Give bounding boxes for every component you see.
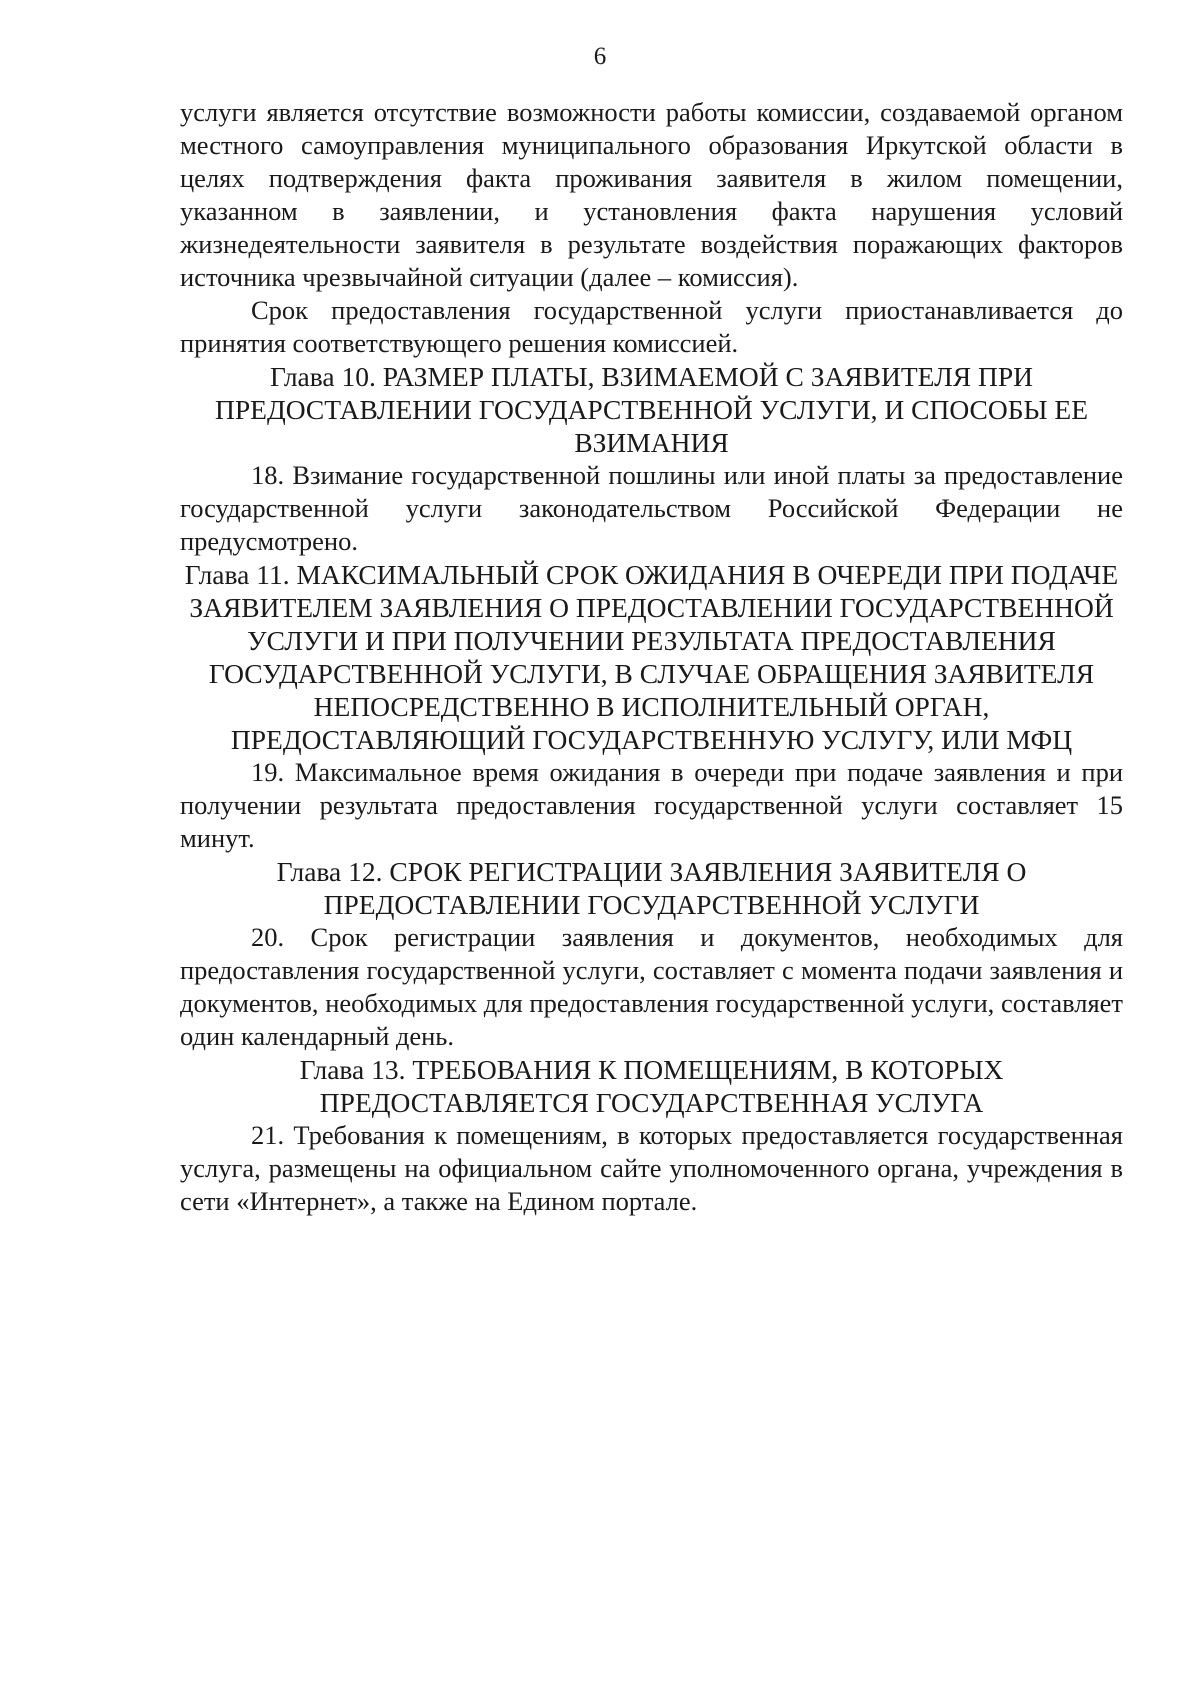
paragraph-continuation: услуги является отсутствие возможности работы комиссии, создаваемой органом местного самоуправления муниципального образования Иркутской области в целях подтверждения факта проживания заявителя в жилом помещении, указанном в заявлении, и установления факта нарушения условий жизнедеятельности заявителя в результате воздействия поражающих факторов источника чрезвычайной ситуации (далее – комиссия). (180, 97, 1123, 292)
chapter-10-heading: Глава 10. РАЗМЕР ПЛАТЫ, ВЗИМАЕМОЙ С ЗАЯВИТЕЛЯ ПРИ ПРЕДОСТАВЛЕНИИ ГОСУДАРСТВЕННОЙ УСЛУГИ, И СПОСОБЫ ЕЕ ВЗИМАНИЯ (215, 361, 1088, 458)
paragraph-18: 18. Взимание государственной пошлины или иной платы за предоставление государственной услуги законодательством Российской Федерации не предусмотрено. (180, 460, 1123, 556)
paragraph-suspension-term: Срок предоставления государственной услуги приостанавливается до принятия соответствующего решения комиссией. (180, 295, 1123, 358)
chapter-11-heading: Глава 11. МАКСИМАЛЬНЫЙ СРОК ОЖИДАНИЯ В ОЧЕРЕДИ ПРИ ПОДАЧЕ ЗАЯВИТЕЛЕМ ЗАЯВЛЕНИЯ О ПРЕДОСТАВЛЕНИИ ГОСУДАРСТВЕННОЙ УСЛУГИ И ПРИ ПОЛУЧЕНИИ РЕЗУЛЬТАТА ПРЕДОСТАВЛЕНИЯ ГОСУДАРСТВЕННОЙ УСЛУГИ, В СЛУЧАЕ ОБРАЩЕНИЯ ЗАЯВИТЕЛЯ НЕПОСРЕДСТВЕННО В ИСПОЛНИТЕЛЬНЫЙ ОРГАН, ПРЕДОСТАВЛЯЮЩИЙ ГОСУДАРСТВЕННУЮ УСЛУГУ, ИЛИ МФЦ (184, 559, 1119, 755)
chapter-12-heading: Глава 12. СРОК РЕГИСТРАЦИИ ЗАЯВЛЕНИЯ ЗАЯВИТЕЛЯ О ПРЕДОСТАВЛЕНИИ ГОСУДАРСТВЕННОЙ УСЛУГИ (276, 856, 1027, 920)
document-body (180, 96, 1123, 1218)
paragraph-20: 20. Срок регистрации заявления и документов, необходимых для предоставления государственной услуги, составляет с момента подачи заявления и документов, необходимых для предоставления государственной услуги, составляет один календарный день. (180, 922, 1123, 1051)
chapter-13-heading: Глава 13. ТРЕБОВАНИЯ К ПОМЕЩЕНИЯМ, В КОТОРЫХ ПРЕДОСТАВЛЯЕТСЯ ГОСУДАРСТВЕННАЯ УСЛУГА (299, 1054, 1004, 1118)
page-number: 6 (593, 43, 607, 70)
paragraph-21: 21. Требования к помещениям, в которых предоставляется государственная услуга, размещены на официальном сайте уполномоченного органа, учреждения в сети «Интернет», а также на Едином портале. (180, 1120, 1123, 1216)
paragraph-19: 19. Максимальное время ожидания в очереди при подаче заявления и при получении результата предоставления государственной услуги составляет 15 минут. (180, 757, 1123, 853)
